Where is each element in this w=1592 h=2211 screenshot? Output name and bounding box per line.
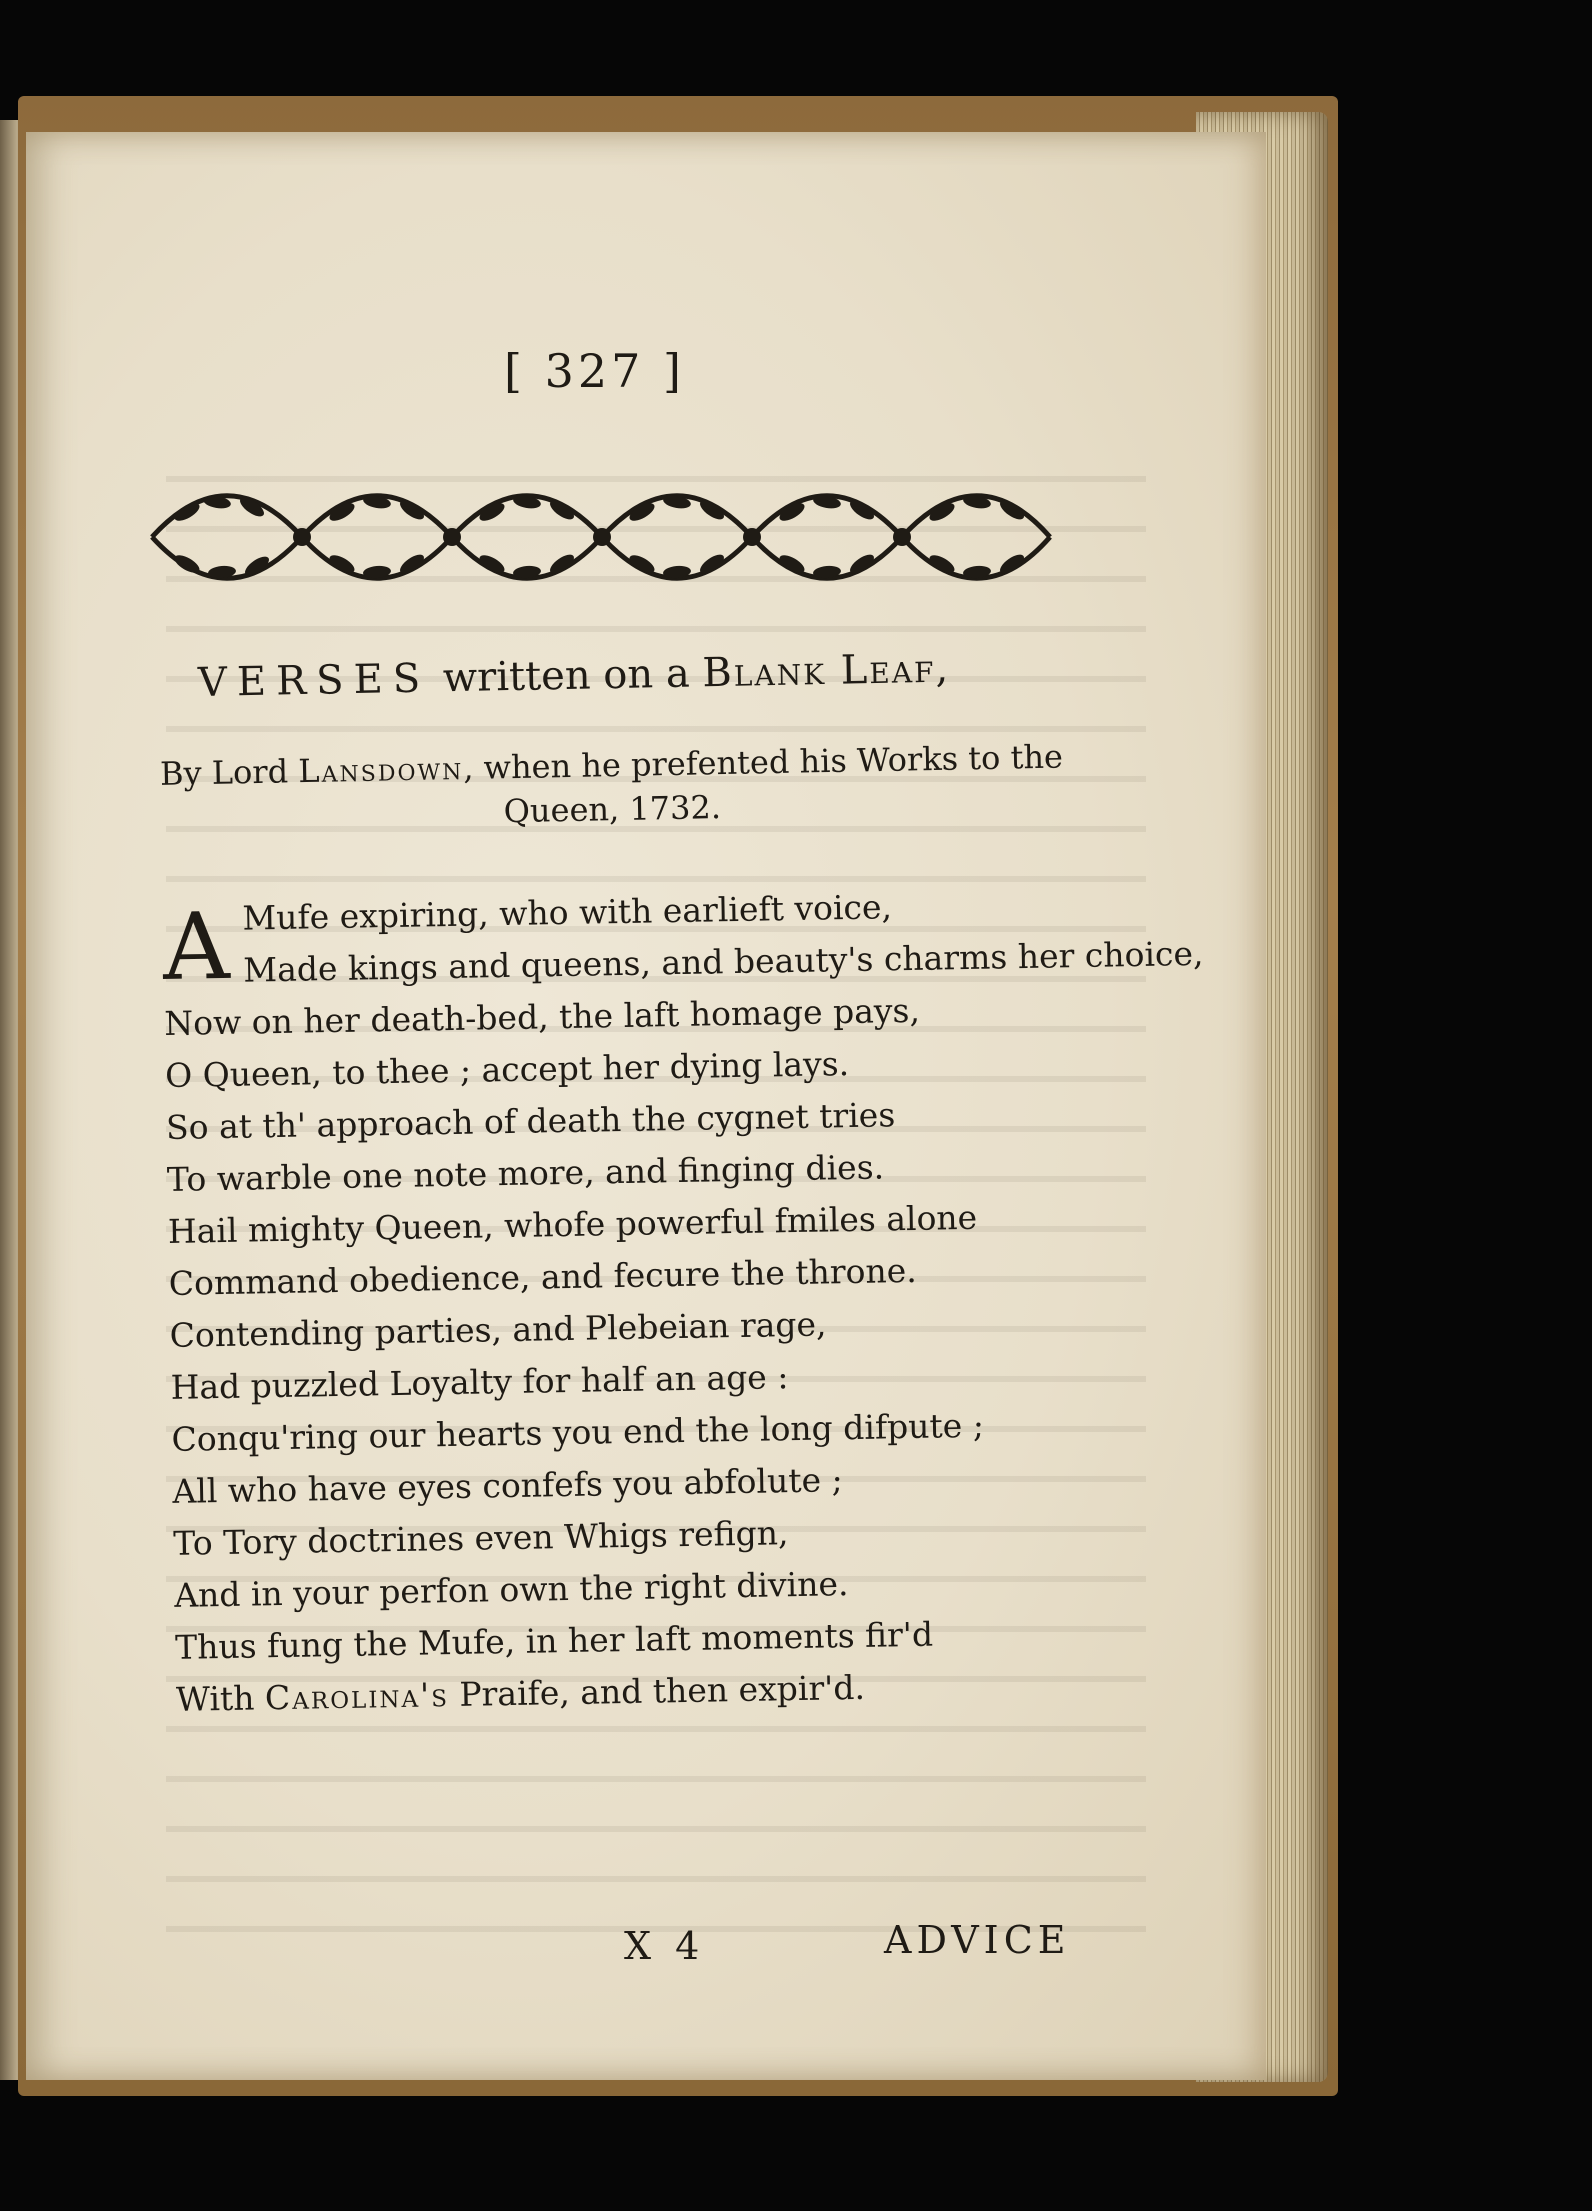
poem-line: Had puzzled Loyalty for half an age : [170,1357,789,1407]
subtitle-rest: , when he prefented his Works to the Queen, 1732. [462,737,1064,831]
subtitle-author: Lansdown [297,749,464,791]
poem-line: To Tory doctrines even Whigs refign, [172,1513,789,1563]
poem-line: O Queen, to thee ; accept her dying lays. [164,1044,850,1095]
poem-line: Conqu'ring our hearts you end the long difpute ; [171,1405,985,1459]
catchword: ADVICE [884,1918,1071,1962]
poem-line: All who have eyes confefs you abfolute ; [172,1460,844,1511]
poem-line: Now on her death-bed, the laft homage pays, [163,990,921,1043]
drop-cap: A [162,892,231,1001]
last-line-post: Praife, and then expir'd. [448,1667,866,1715]
heading-text-2: , [934,645,949,692]
last-line-pre: With [175,1678,266,1719]
poem-body [162,877,1204,1726]
page-number: [ 327 ] [504,344,685,398]
heading-blank-leaf: Blank Leaf [701,645,936,697]
last-line-name: Carolina's [264,1675,450,1718]
signature-mark: X 4 [624,1924,706,1968]
poem-line: Command obedience, and fecure the throne. [168,1250,918,1303]
poem-line: Thus fung the Mufe, in her laft moments fir'd [174,1614,934,1667]
poem-line: So at th' approach of death the cygnet tries [165,1095,896,1147]
poem-line: Made kings and queens, and beauty's charms her choice, [243,933,1204,990]
poem-line: And in your perfon own the right divine. [173,1564,849,1615]
heading-verses: VERSES [197,655,431,706]
poem-line: Mufe expiring, who with earlieft voice, [242,887,893,938]
subtitle-by: By Lord [159,752,299,793]
ornamental-border [142,472,1060,602]
poem-line: Contending parties, and Plebeian rage, [169,1304,827,1355]
poem-line: To warble one note more, and finging dies. [166,1147,885,1199]
heading-text-1: written on a [429,650,703,702]
poem-subtitle [151,734,1073,840]
poem-line: Hail mighty Queen, whofe powerful fmiles alone [167,1197,978,1251]
book-page [26,132,1266,2080]
